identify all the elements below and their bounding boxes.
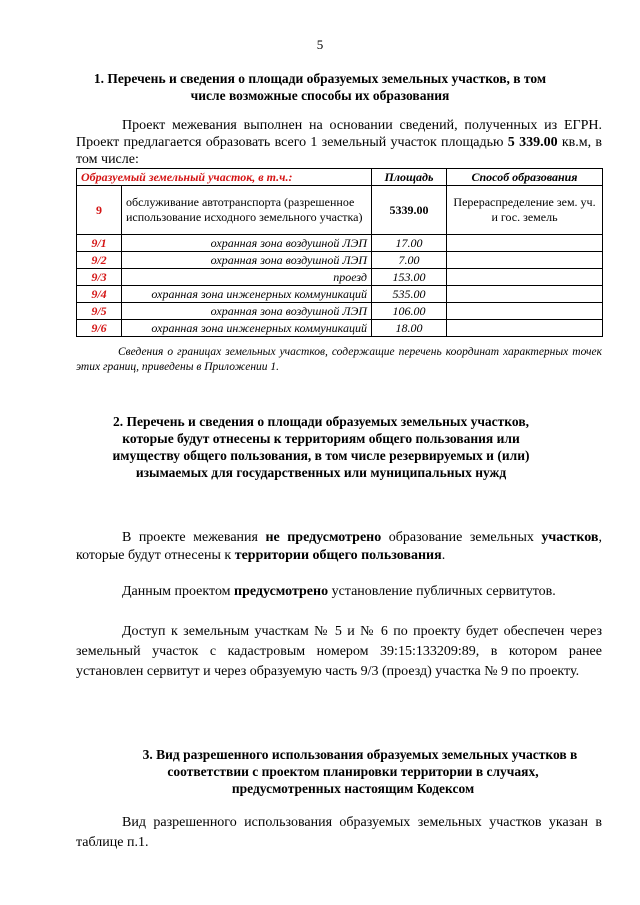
subpart-description: проезд [122, 269, 372, 286]
table-row [77, 303, 603, 320]
parcel-method: Перераспределение зем. уч. и гос. земель [447, 186, 603, 235]
subpart-description: охранная зона инженерных коммуникаций [122, 320, 372, 337]
intro-area: 5 339.00 [507, 135, 558, 150]
p2-bold-1: предусмотрено [234, 584, 329, 599]
subpart-method [447, 303, 603, 320]
subpart-method [447, 252, 603, 269]
section-3-paragraph-1: Вид разрешенного использования образуемых земельных участков указан в таблице п.1. [76, 815, 602, 850]
p1-text-2: образование земельных [381, 530, 542, 545]
p1-bold-2: участков [541, 530, 599, 545]
table-header-parcel: Образуемый земельный участок, в т.ч.: [77, 169, 372, 186]
section-3-heading-line: предусмотренных настоящим Кодексом [231, 781, 475, 796]
subpart-id: 9/3 [77, 269, 122, 286]
subpart-method [447, 269, 603, 286]
subpart-method [447, 286, 603, 303]
section-1-heading-line-1: 1. Перечень и сведения о площади образуемых земельных участков, в том [93, 71, 547, 86]
parcel-description: обслуживание автотранспорта (разрешенное использование исходного земельного участка) [122, 186, 372, 235]
table-row-main [77, 186, 603, 235]
section-2-heading [76, 413, 566, 481]
subpart-method [447, 320, 603, 337]
subpart-id: 9/5 [77, 303, 122, 320]
section-2-heading-line: изымаемых для государственных или муниципальных нужд [135, 465, 507, 480]
subpart-id: 9/4 [77, 286, 122, 303]
table-row [77, 286, 603, 303]
subpart-description: охранная зона воздушной ЛЭП [122, 252, 372, 269]
section-2-heading-line: имуществу общего пользования, в том числе резервируемых и (или) [112, 448, 530, 463]
table-header-row [77, 169, 603, 186]
parcel-id: 9 [77, 186, 122, 235]
page-number: 5 [316, 37, 324, 52]
table-header-method: Способ образования [447, 169, 603, 186]
p1-bold-3: территории общего пользования [234, 548, 442, 563]
section-3-heading-line: соответствии с проектом планировки территории в случаях, [167, 764, 539, 779]
table-header-area: Площадь [372, 169, 447, 186]
subpart-method [447, 235, 603, 252]
section-3-heading-line: 3. Вид разрешенного использования образуемых земельных участков в [142, 747, 578, 762]
intro-tail: кв.м, в том числе: [76, 135, 603, 167]
p1-text-4: . [441, 548, 446, 563]
section-2-paragraph-2 [76, 583, 602, 601]
subpart-description: охранная зона воздушной ЛЭП [122, 235, 372, 252]
subpart-area: 106.00 [372, 303, 447, 320]
subpart-area: 18.00 [372, 320, 447, 337]
p1-text-1: В проекте межевания [122, 530, 266, 545]
intro-text: Проект межевания выполнен на основании сведений, полученных из ЕГРН. Проект предлагается образовать всего 1 земельный участок площадью [76, 118, 602, 150]
parcel-area: 5339.00 [372, 186, 447, 235]
subpart-id: 9/2 [77, 252, 122, 269]
section-1-heading-line-2: числе возможные способы их образования [190, 88, 450, 103]
section-2-heading-line: которые будут отнесены к территориям общего пользования или [122, 431, 520, 446]
p1-bold-1: не предусмотрено [265, 530, 382, 545]
table-row [77, 252, 603, 269]
subpart-area: 7.00 [372, 252, 447, 269]
section-1-intro [76, 117, 602, 168]
p2-text-2: установление публичных сервитутов. [328, 584, 556, 599]
coordinates-note: Сведения о границах земельных участков, содержащие перечень координат характерных точек этих границ, приведены в Приложении 1. [76, 346, 602, 373]
section-3-heading [108, 746, 598, 797]
subpart-area: 535.00 [372, 286, 447, 303]
section-2-paragraph-1 [76, 529, 602, 565]
subpart-description: охранная зона инженерных коммуникаций [122, 286, 372, 303]
section-2-paragraph-3: Доступ к земельным участкам № 5 и № 6 по проекту будет обеспечен через земельный участок с кадастровым номером 39:15:133209:89, в котором ранее установлен сервитут и через образуемую часть 9/3 (проезд) участка № 9 по проекту. [76, 624, 602, 679]
table-row [77, 269, 603, 286]
subpart-area: 17.00 [372, 235, 447, 252]
parcels-table [76, 168, 603, 337]
subpart-description: охранная зона воздушной ЛЭП [122, 303, 372, 320]
p2-text-1: Данным проектом [122, 584, 235, 599]
section-1-heading [60, 70, 580, 104]
table-row [77, 320, 603, 337]
table-row [77, 235, 603, 252]
section-2-heading-line: 2. Перечень и сведения о площади образуемых земельных участков, [113, 414, 529, 429]
subpart-area: 153.00 [372, 269, 447, 286]
subpart-id: 9/1 [77, 235, 122, 252]
subpart-id: 9/6 [77, 320, 122, 337]
p1-text-3: , которые будут отнесены к [76, 530, 602, 563]
